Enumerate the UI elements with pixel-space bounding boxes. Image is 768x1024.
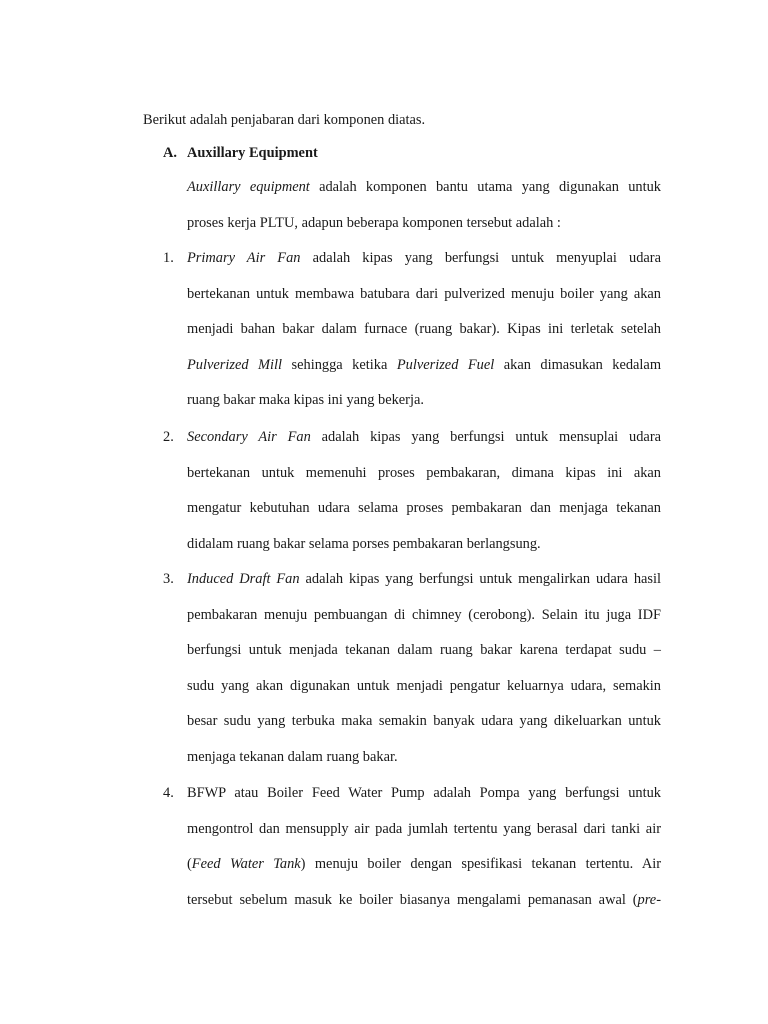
text-run: mengontrol dan mensupply air pada jumlah tertentu yang berasal dari tanki air	[187, 820, 661, 837]
list-number-1: 1.	[163, 250, 174, 266]
text-run: proses kerja PLTU, adapun beberapa komponen tersebut adalah :	[187, 214, 561, 231]
text-line	[187, 598, 661, 634]
text-line	[187, 170, 661, 206]
italic-term: Pulverized Fuel	[396, 356, 495, 373]
text-run: pembakaran menuju pembuangan di chimney (cerobong). Selain itu juga IDF	[187, 606, 661, 623]
section-title: Auxillary Equipment	[187, 145, 318, 161]
text-run: (	[187, 856, 192, 873]
text-run: ) menuju boiler dengan spesifikasi tekanan tertentu. Air	[300, 856, 661, 873]
text-run: menjaga tekanan dalam ruang bakar.	[187, 748, 398, 765]
text-run: sehingga ketika	[282, 356, 397, 373]
text-line	[187, 383, 661, 419]
italic-term: Primary Air Fan	[187, 250, 301, 266]
italic-term: Secondary Air Fan	[187, 429, 311, 445]
list-item-3	[187, 562, 661, 776]
text-run: mengatur kebutuhan udara selama proses pembakaran dan menjaga tekanan	[187, 500, 661, 517]
section-paragraph	[187, 170, 661, 241]
list-item-4	[187, 776, 661, 918]
text-line	[187, 348, 661, 384]
text-line	[187, 277, 661, 313]
text-line	[187, 456, 661, 492]
text-run: bertekanan untuk memenuhi proses pembakaran, dimana kipas ini akan	[187, 464, 661, 481]
section-marker: A.	[163, 145, 177, 161]
text-line	[187, 633, 661, 669]
text-line	[187, 776, 661, 812]
list-item-1	[187, 241, 661, 419]
intro-sentence: Berikut adalah penjabaran dari komponen diatas.	[143, 112, 426, 128]
text-line	[187, 704, 661, 740]
text-line	[187, 241, 661, 277]
list-number-3: 3.	[163, 571, 174, 587]
text-line	[187, 420, 661, 456]
text-run: bertekanan untuk membawa batubara dari pulverized menuju boiler yang akan	[187, 285, 661, 302]
text-line	[187, 847, 661, 883]
text-run: adalah komponen bantu utama yang digunakan untuk	[309, 179, 661, 195]
text-line	[187, 562, 661, 598]
text-run: ruang bakar maka kipas ini yang bekerja.	[187, 392, 424, 409]
italic-term: Auxillary equipment	[187, 179, 310, 195]
text-run: adalah kipas yang berfungsi untuk menyuplai udara	[300, 250, 661, 266]
text-run: BFWP atau Boiler Feed Water Pump adalah Pompa yang berfungsi untuk	[187, 785, 661, 801]
text-line	[187, 527, 661, 563]
list-item-2	[187, 420, 661, 562]
text-run: tersebut sebelum masuk ke boiler biasanya mengalami pemanasan awal (	[187, 891, 638, 908]
text-run: adalah kipas yang berfungsi untuk mengalirkan udara hasil	[299, 571, 661, 587]
text-run: adalah kipas yang berfungsi untuk mensuplai udara	[310, 429, 662, 445]
italic-term: Induced Draft Fan	[187, 571, 300, 587]
text-line	[187, 669, 661, 705]
text-line	[187, 491, 661, 527]
italic-term: Pulverized Mill	[187, 356, 283, 373]
text-run: menjadi bahan bakar dalam furnace (ruang bakar). Kipas ini terletak setelah	[187, 321, 661, 338]
italic-term: Feed Water Tank	[191, 856, 301, 873]
italic-term: pre-	[637, 891, 661, 908]
list-number-2: 2.	[163, 429, 174, 445]
text-line	[187, 312, 661, 348]
text-line	[187, 883, 661, 919]
text-run: sudu yang akan digunakan untuk menjadi pengatur keluarnya udara, semakin	[187, 677, 661, 694]
text-run: besar sudu yang terbuka maka semakin banyak udara yang dikeluarkan untuk	[187, 713, 661, 730]
list-number-4: 4.	[163, 785, 174, 801]
text-line	[187, 812, 661, 848]
text-line	[187, 206, 661, 242]
text-run: berfungsi untuk menjada tekanan dalam ruang bakar karena terdapat sudu –	[187, 642, 661, 659]
text-run: akan dimasukan kedalam	[494, 356, 662, 373]
text-line	[187, 740, 661, 776]
section-heading	[163, 143, 318, 163]
text-run: didalam ruang bakar selama porses pembakaran berlangsung.	[187, 535, 541, 552]
